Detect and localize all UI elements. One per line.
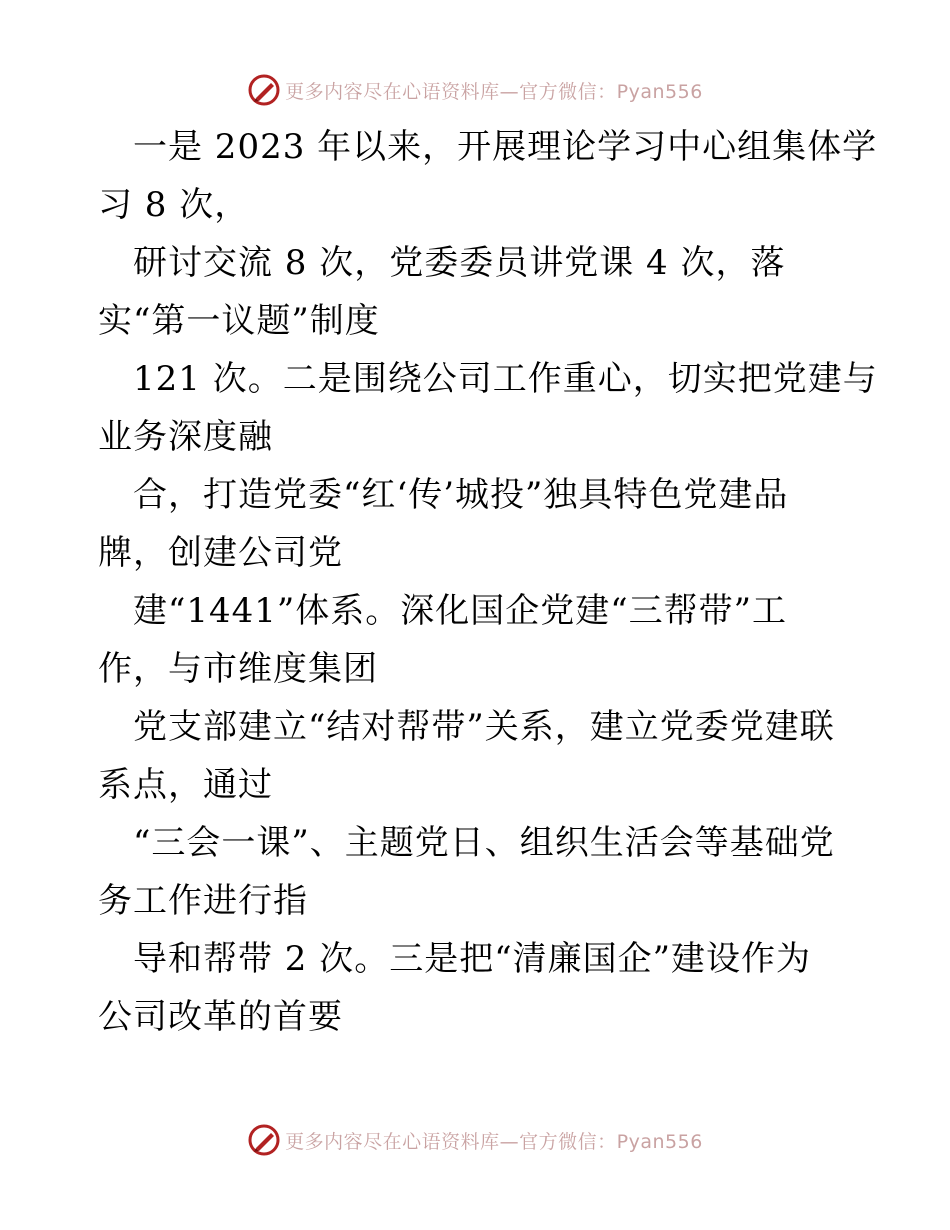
body-line-14: 务工作进行指 xyxy=(98,881,308,921)
header-watermark xyxy=(0,70,950,110)
body-line-4: 实“第一议题”制度 xyxy=(98,301,380,341)
body-line-6: 业务深度融 xyxy=(98,417,273,457)
body-line-13: “三会一课”、主题党日、组织生活会等基础党 xyxy=(98,823,835,863)
body-line-1: 一是 2023 年以来，开展理论学习中心组集体学 xyxy=(98,127,878,167)
body-line-15: 导和帮带 2 次。三是把“清廉国企”建设作为 xyxy=(98,939,812,979)
document-body xyxy=(98,118,878,1046)
footer-watermark xyxy=(0,1120,950,1160)
body-line-16: 公司改革的首要 xyxy=(98,997,343,1037)
body-line-3: 研讨交流 8 次，党委委员讲党课 4 次，落 xyxy=(98,243,786,283)
body-line-10: 作，与市维度集团 xyxy=(98,649,378,689)
footer-watermark-text: 更多内容尽在心语资料库—官方微信：Pyan556 xyxy=(285,1130,703,1153)
body-line-12: 系点，通过 xyxy=(98,765,273,805)
header-watermark-text: 更多内容尽在心语资料库—官方微信：Pyan556 xyxy=(285,80,703,103)
body-line-7: 合，打造党委“红‘传’城投”独具特色党建品 xyxy=(98,475,789,515)
pen-logo-icon xyxy=(247,73,281,107)
body-line-9: 建“1441”体系。深化国企党建“三帮带”工 xyxy=(98,591,788,631)
body-line-11: 党支部建立“结对帮带”关系，建立党委党建联 xyxy=(98,707,835,747)
body-line-2: 习 8 次， xyxy=(98,185,250,225)
body-line-8: 牌，创建公司党 xyxy=(98,533,343,573)
pen-logo-icon xyxy=(247,1123,281,1157)
body-line-5: 121 次。二是围绕公司工作重心，切实把党建与 xyxy=(98,359,878,399)
